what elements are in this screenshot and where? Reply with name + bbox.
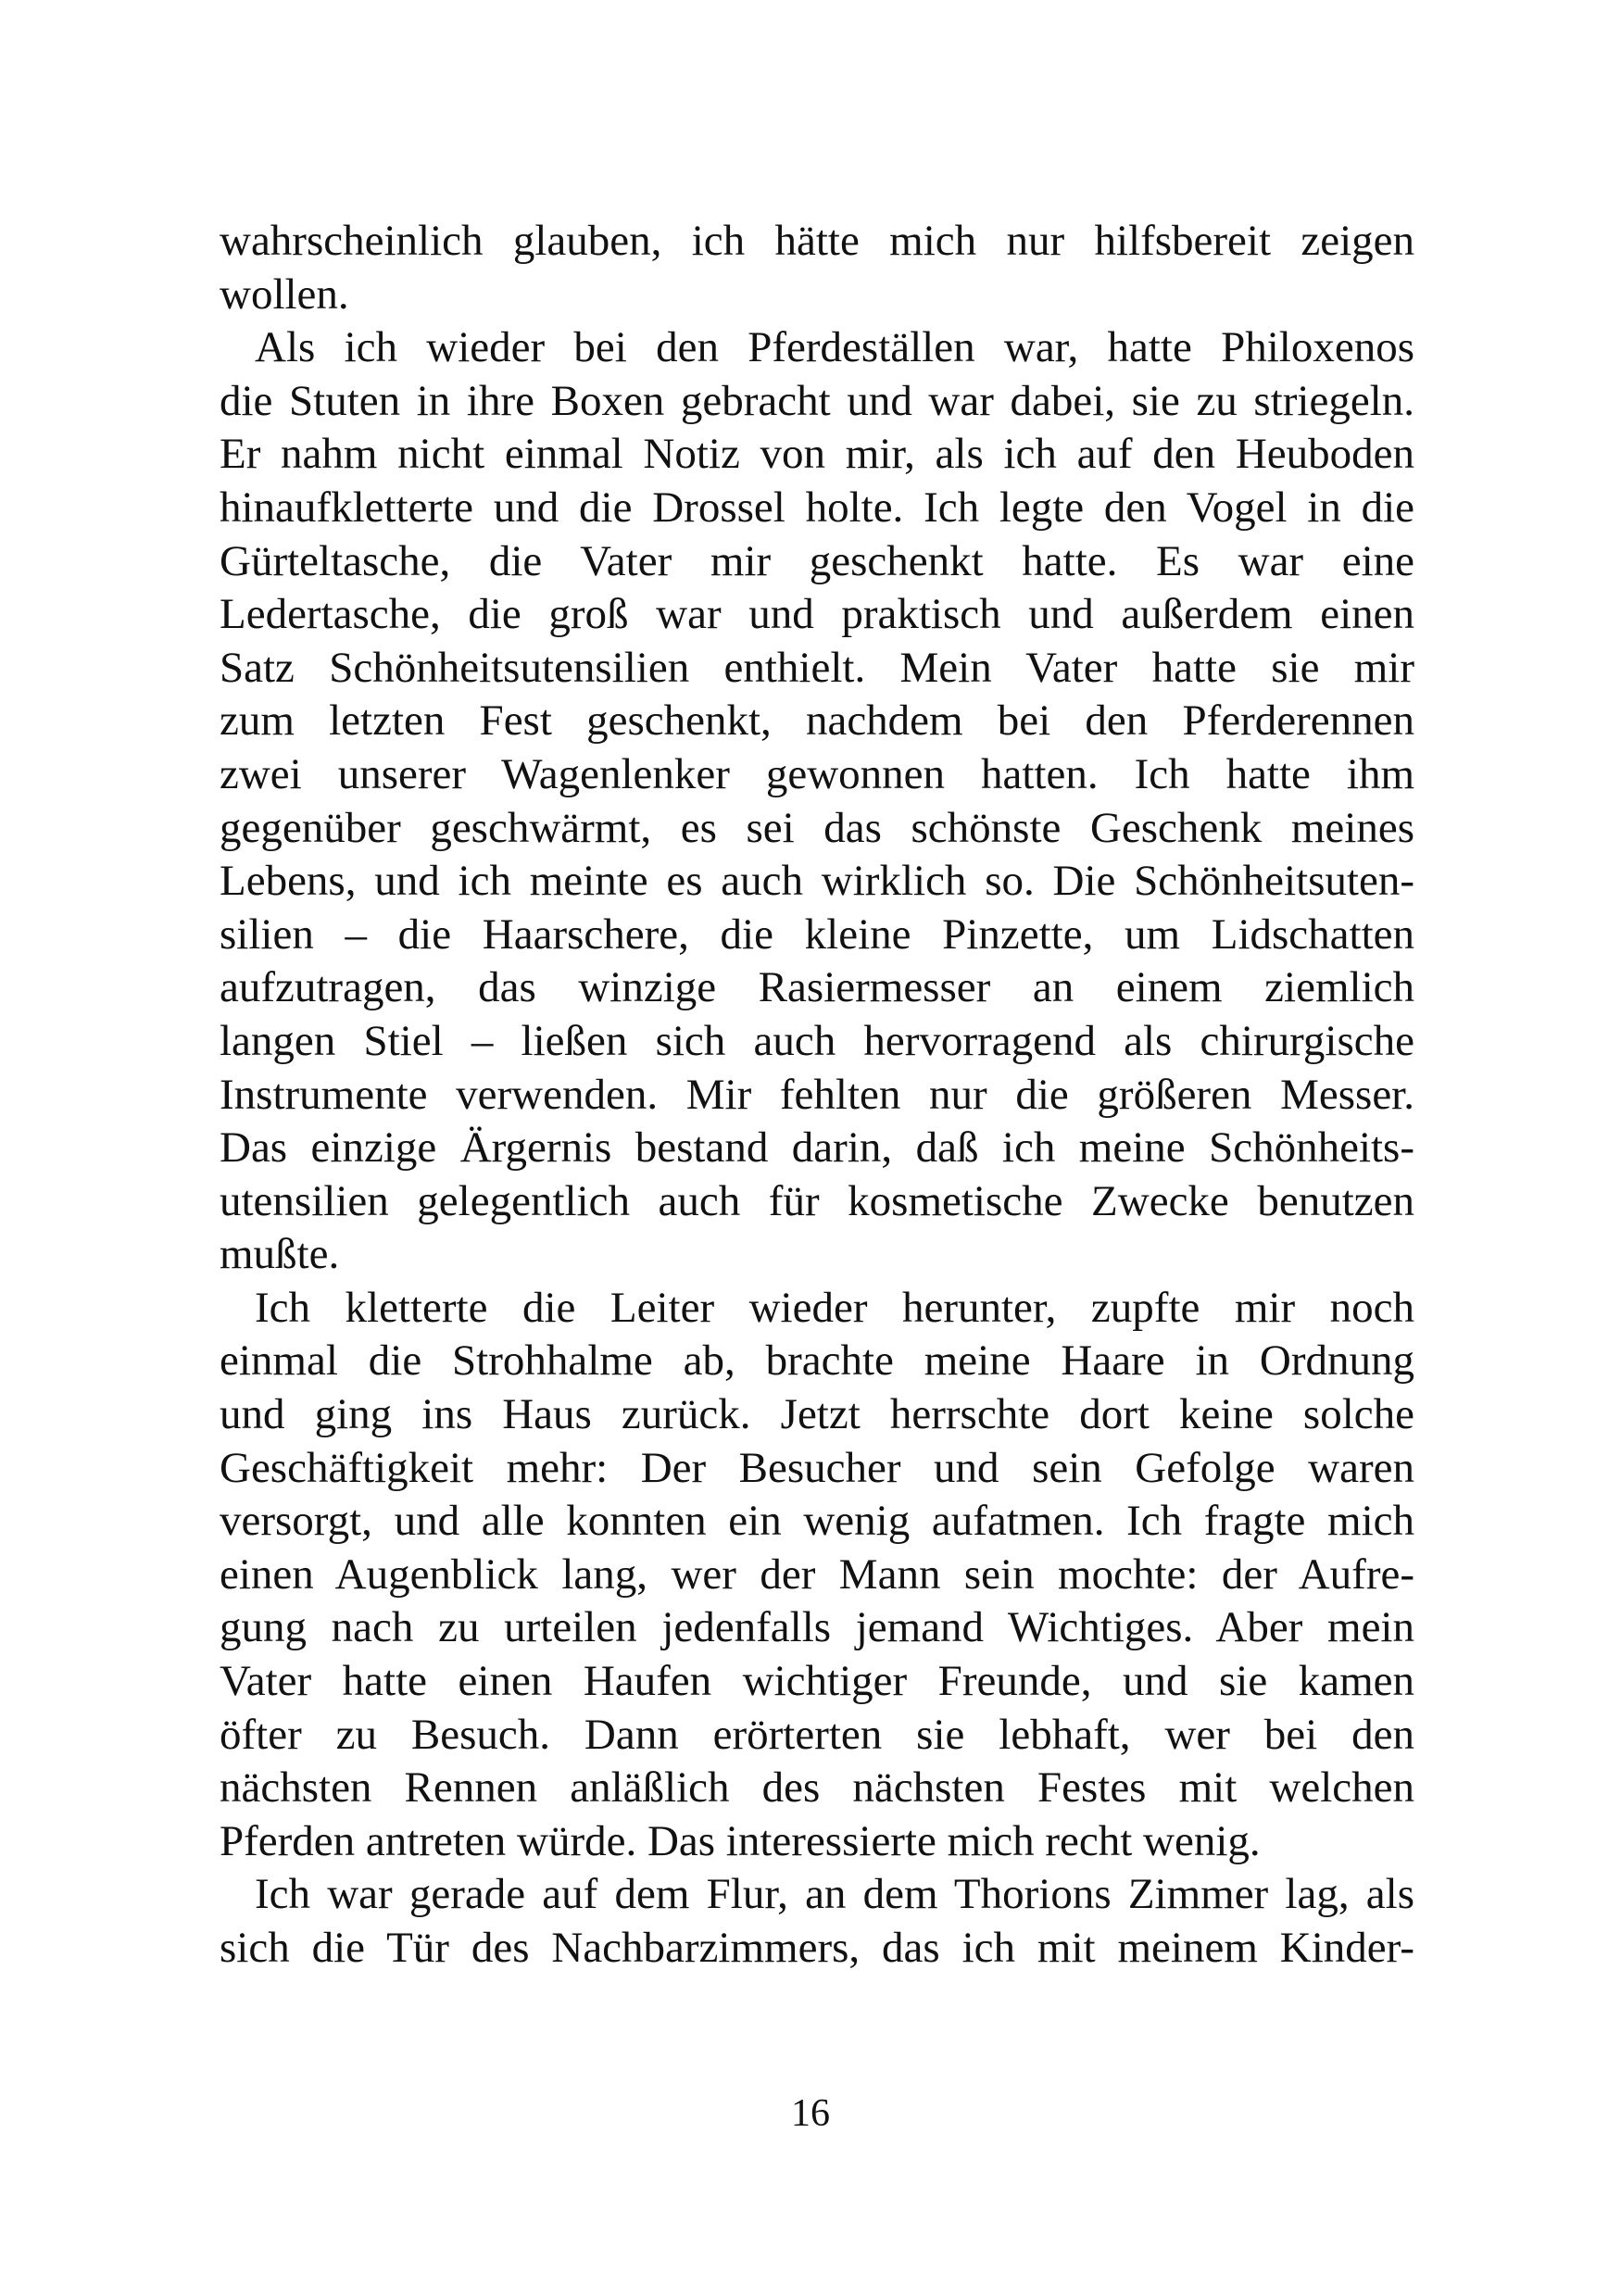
page-number: 16 bbox=[791, 2092, 830, 2135]
text-line: Geschäftigkeit mehr: Der Besucher und sein Gefolge waren bbox=[220, 1443, 1414, 1492]
text-line: einmal die Strohhalme ab, brachte meine Haare in Ordnung bbox=[220, 1336, 1414, 1386]
text-line: Gürteltasche, die Vater mir geschenkt hatte. Es war eine bbox=[220, 536, 1414, 585]
text-line: Ich kletterte die Leiter wieder herunter, zupfte mir noch bbox=[255, 1283, 1414, 1332]
text-line: zwei unserer Wagenlenker gewonnen hatten. Ich hatte ihm bbox=[220, 749, 1414, 798]
text-line: utensilien gelegentlich auch für kosmetische Zwecke benutzen bbox=[220, 1176, 1414, 1225]
text-line: hinaufkletterte und die Drossel holte. Ich legte den Vogel in die bbox=[220, 483, 1414, 532]
text-line: Er nahm nicht einmal Notiz von mir, als ich auf den Heuboden bbox=[220, 430, 1414, 479]
text-line: wahrscheinlich glauben, ich hätte mich nur hilfsbereit zeigen bbox=[220, 217, 1414, 265]
text-line: Ich war gerade auf dem Flur, an dem Thorions Zimmer lag, als bbox=[255, 1870, 1414, 1919]
text-line: Ledertasche, die groß war und praktisch und außerdem einen bbox=[220, 590, 1414, 639]
text-line: Vater hatte einen Haufen wichtiger Freunde, und sie kamen bbox=[220, 1657, 1414, 1706]
text-line: einen Augenblick lang, wer der Mann sein mochte: der Aufre- bbox=[220, 1549, 1414, 1599]
text-line: Pferden antreten würde. Das interessierte mich recht wenig. bbox=[220, 1816, 1261, 1865]
text-line: Satz Schönheitsutensilien enthielt. Mein Vater hatte sie mir bbox=[220, 643, 1414, 692]
body-text bbox=[220, 215, 1414, 1976]
text-line: Als ich wieder bei den Pferdeställen war, hatte Philoxenos bbox=[255, 323, 1414, 372]
text-line: Lebens, und ich meinte es auch wirklich so. Die Schönheitsuten- bbox=[220, 857, 1414, 906]
text-line: wollen. bbox=[220, 270, 349, 319]
text-line: Das einzige Ärgernis bestand darin, daß ich meine Schönheits- bbox=[220, 1123, 1414, 1173]
text-line: silien – die Haarschere, die kleine Pinzette, um Lidschatten bbox=[220, 910, 1414, 959]
text-line: gegenüber geschwärmt, es sei das schönste Geschenk meines bbox=[220, 803, 1414, 852]
text-line: und ging ins Haus zurück. Jetzt herrschte dort keine solche bbox=[220, 1390, 1414, 1439]
text-line: öfter zu Besuch. Dann erörterten sie lebhaft, wer bei den bbox=[220, 1710, 1414, 1759]
text-line: langen Stiel – ließen sich auch hervorragend als chirurgische bbox=[220, 1016, 1414, 1065]
text-line: nächsten Rennen anläßlich des nächsten Festes mit welchen bbox=[220, 1763, 1414, 1813]
text-line: die Stuten in ihre Boxen gebracht und war dabei, sie zu striegeln. bbox=[220, 376, 1414, 425]
text-line: sich die Tür des Nachbarzimmers, das ich mit meinem Kinder- bbox=[220, 1924, 1414, 1972]
text-line: mußte. bbox=[220, 1230, 340, 1279]
text-line: aufzutragen, das winzige Rasiermesser an einem ziemlich bbox=[220, 963, 1414, 1012]
text-line: gung nach zu urteilen jedenfalls jemand Wichtiges. Aber mein bbox=[220, 1603, 1414, 1652]
text-line: zum letzten Fest geschenkt, nachdem bei den Pferderennen bbox=[220, 696, 1414, 746]
text-line: versorgt, und alle konnten ein wenig aufatmen. Ich fragte mich bbox=[220, 1497, 1414, 1546]
text-line: Instrumente verwenden. Mir fehlten nur die größeren Messer. bbox=[220, 1070, 1414, 1119]
